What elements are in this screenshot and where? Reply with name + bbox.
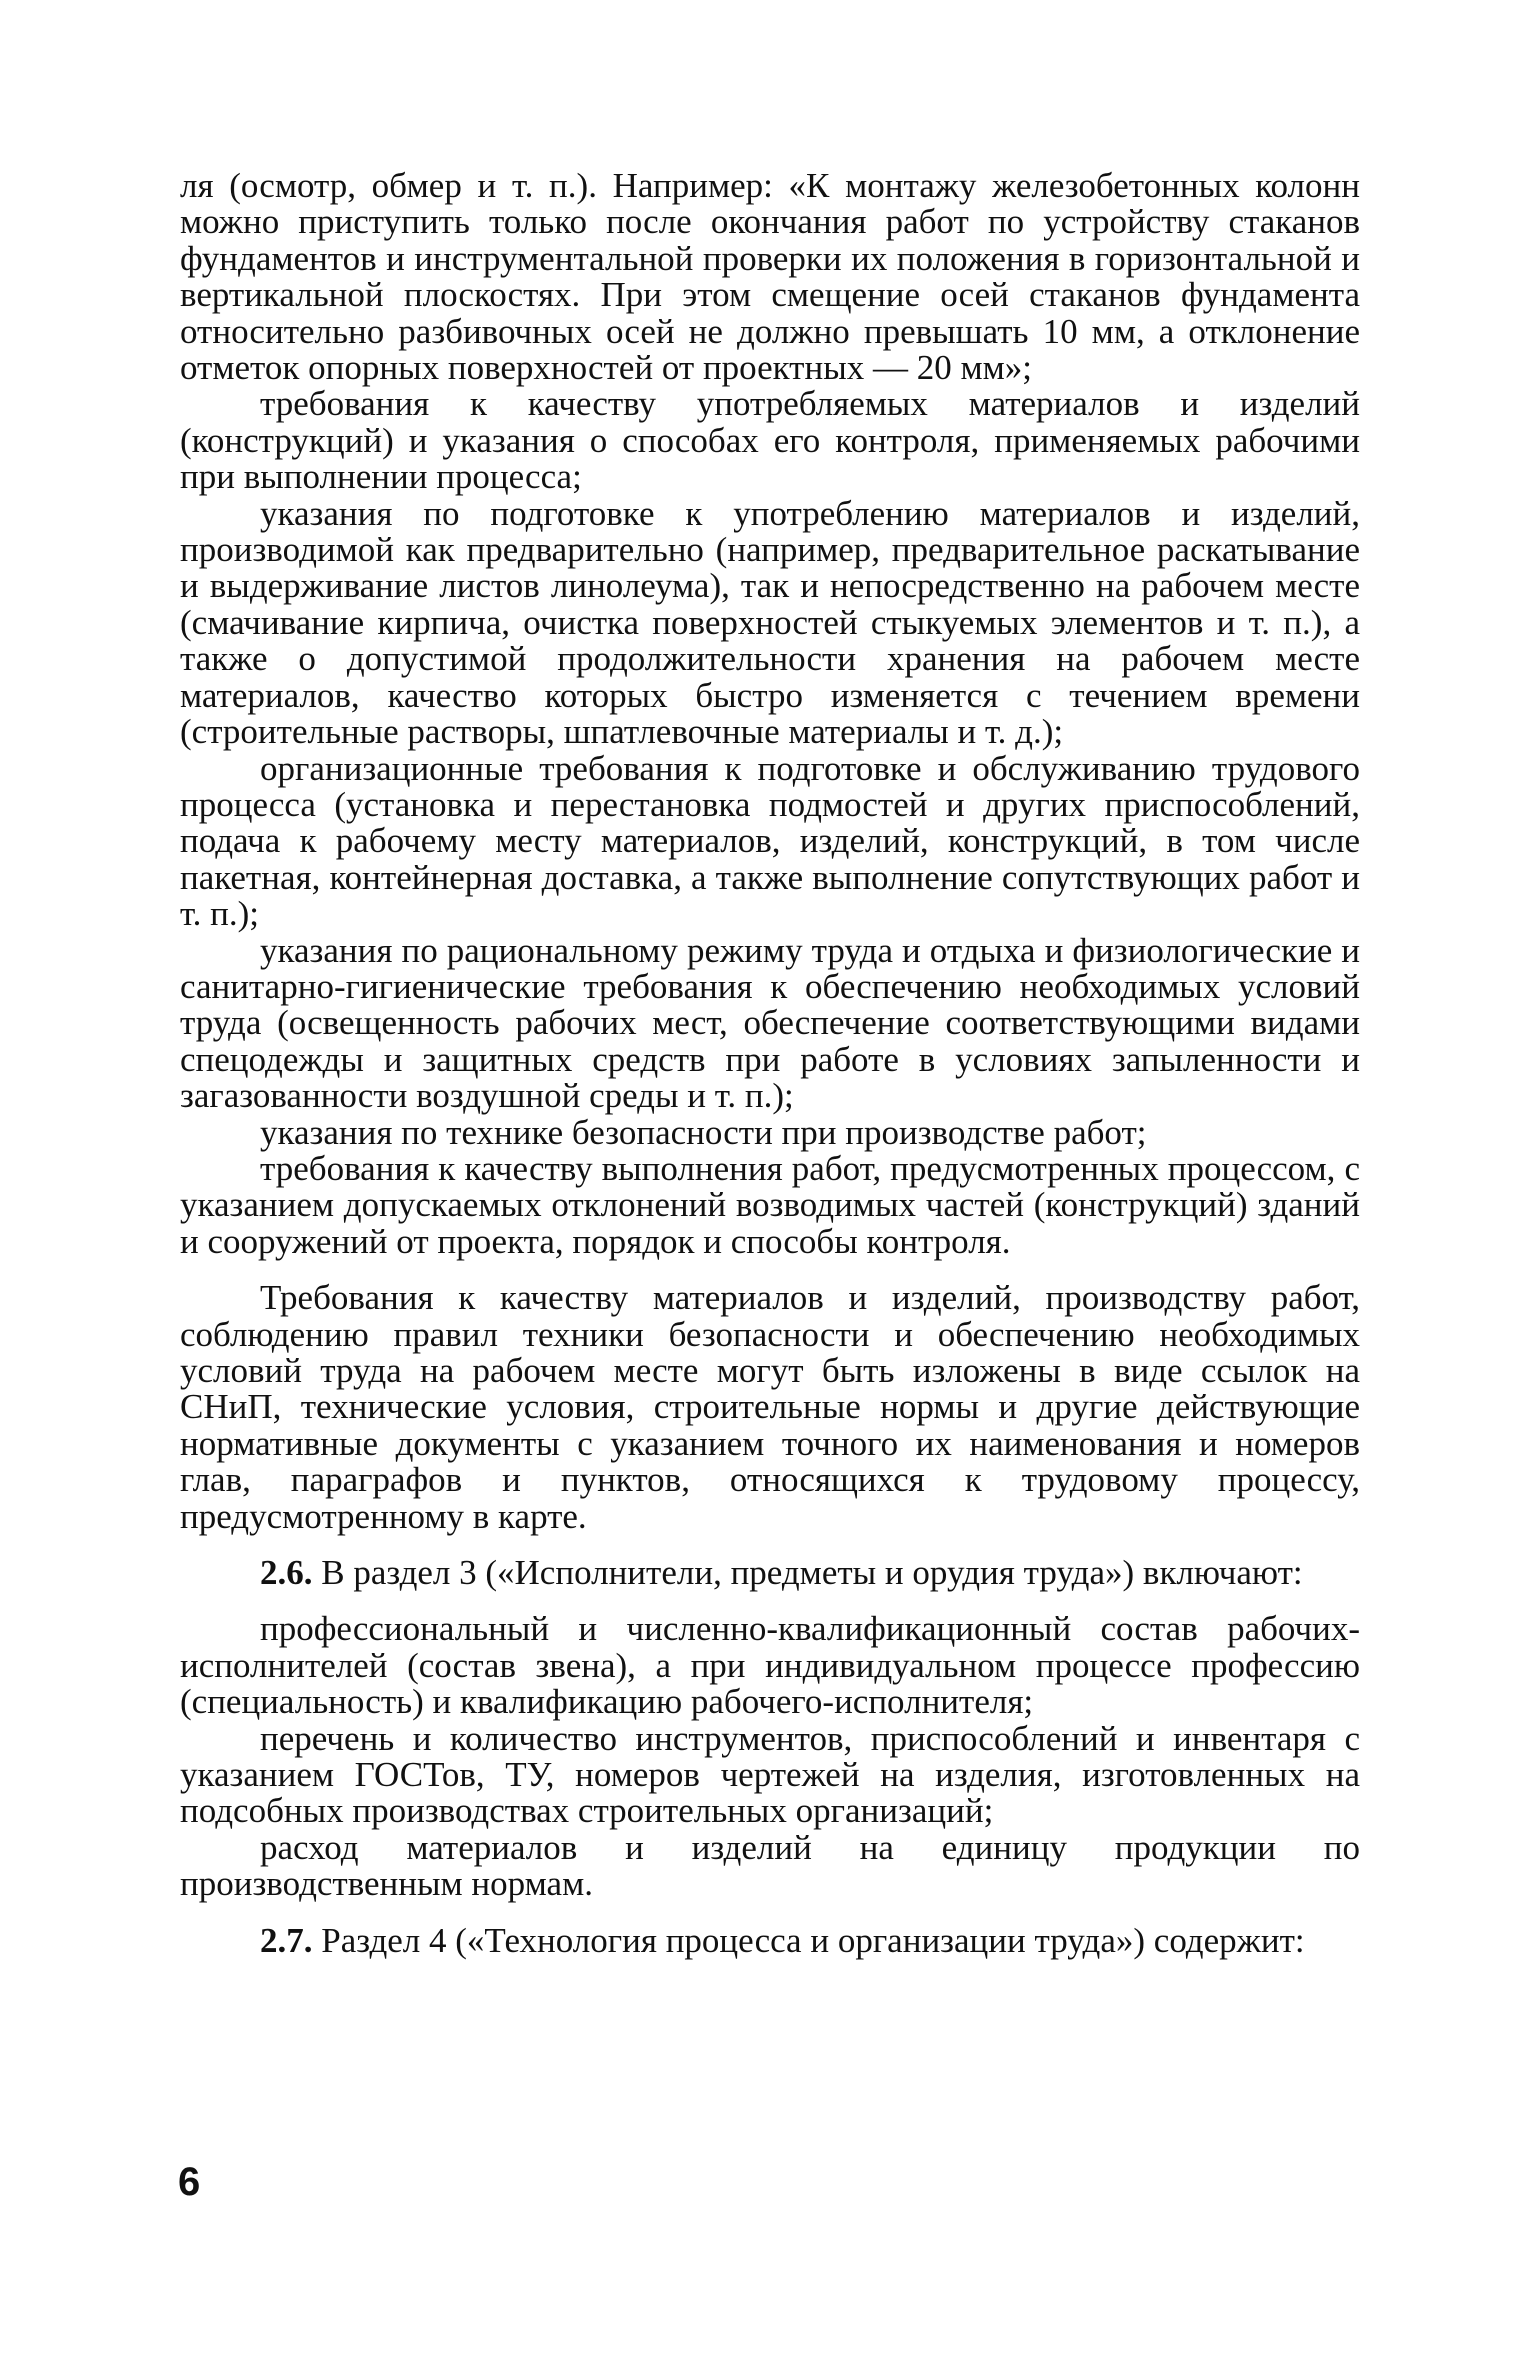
paragraph-quality-requirements: требования к качеству употребляемых материалов и изделий (конструкций) и указания о способах его контроля, применяемых рабочими при выполнении процесса;	[180, 384, 1360, 497]
paragraph-materials-consumption: расход материалов и изделий на единицу продукции по производственным нормам.	[180, 1827, 1360, 1904]
paragraph-section-2-7	[180, 1920, 1360, 1960]
document-page	[180, 168, 1360, 1959]
paragraph-staff: профессиональный и численно-квалификационный состав рабочих-исполнителей (состав звена), а при индивидуальном процессе профессию (специальность) и квалификацию рабочего-исполнителя;	[180, 1609, 1360, 1722]
section-number-2-6: 2.6.	[260, 1553, 313, 1593]
paragraph-work-rest-regime: указания по рациональному режиму труда и отдыха и физиологические и санитарно-гигиенические требования к обеспечению необходимых условий труда (освещенность рабочих мест, обеспечение соответствующими видами спецодежды и защитных средств при работе в условиях запыленности и загазованности воздушной среды и т. п.);	[180, 930, 1360, 1116]
section-2-7-text: Раздел 4 («Технология процесса и организации труда») содержит:	[321, 1920, 1305, 1960]
section-number-2-7: 2.7.	[260, 1920, 313, 1960]
paragraph-material-preparation: указания по подготовке к употреблению материалов и изделий, производимой как предварительно (например, предварительное раскатывание и выдерживание листов линолеума), так и непосредственно на рабочем месте (смачивание кирпича, очистка поверхностей стыкуемых элементов и т. п.), а также о допустимой продолжительности хранения на рабочем месте материалов, качество которых быстро изменяется с течением времени (строительные растворы, шпатлевочные материалы и т. д.);	[180, 493, 1360, 752]
paragraph-references: Требования к качеству материалов и изделий, производству работ, соблюдению правил техники безопасности и обеспечению необходимых условий труда на рабочем месте могут быть изложены в виде ссылок на СНиП, технические условия, строительные нормы и другие действующие нормативные документы с указанием точного их наименования и номеров глав, параграфов и пунктов, относящихся к трудовому процессу, предусмотренному в карте.	[180, 1278, 1360, 1536]
paragraph-work-quality: требования к качеству выполнения работ, предусмотренных процессом, с указанием допускаемых отклонений возводимых частей (конструкций) зданий и сооружений от проекта, порядок и способы контроля.	[180, 1148, 1360, 1261]
page-number: 6	[178, 2160, 201, 2204]
paragraph-safety: указания по технике безопасности при производстве работ;	[260, 1112, 1147, 1152]
paragraph-organizational-requirements: организационные требования к подготовке и обслуживанию трудового процесса (установка и перестановка подмостей и других приспособлений, подача к рабочему месту материалов, изделий, конструкций, в том числе пакетная, контейнерная доставка, а также выполнение сопутствующих работ и т. п.);	[180, 748, 1360, 934]
paragraph-tools: перечень и количество инструментов, приспособлений и инвентаря с указанием ГОСТов, ТУ, номеров чертежей на изделия, изготовленных на подсобных производствах строительных организаций;	[180, 1718, 1360, 1831]
paragraph-section-2-6	[180, 1555, 1360, 1591]
section-2-6-text: В раздел 3 («Исполнители, предметы и орудия труда») включают:	[321, 1553, 1303, 1593]
paragraph-continuation: ля (осмотр, обмер и т. п.). Например: «К монтажу железобетонных колонн можно приступить только после окончания работ по устройству стаканов фундаментов и инструментальной проверки их положения в горизонтальной и вертикальной плоскостях. При этом смещение осей стаканов фундамента относительно разбивочных осей не должно превышать 10 мм, а отклонение отметок опорных поверхностей от проектных — 20 мм»;	[180, 166, 1360, 388]
